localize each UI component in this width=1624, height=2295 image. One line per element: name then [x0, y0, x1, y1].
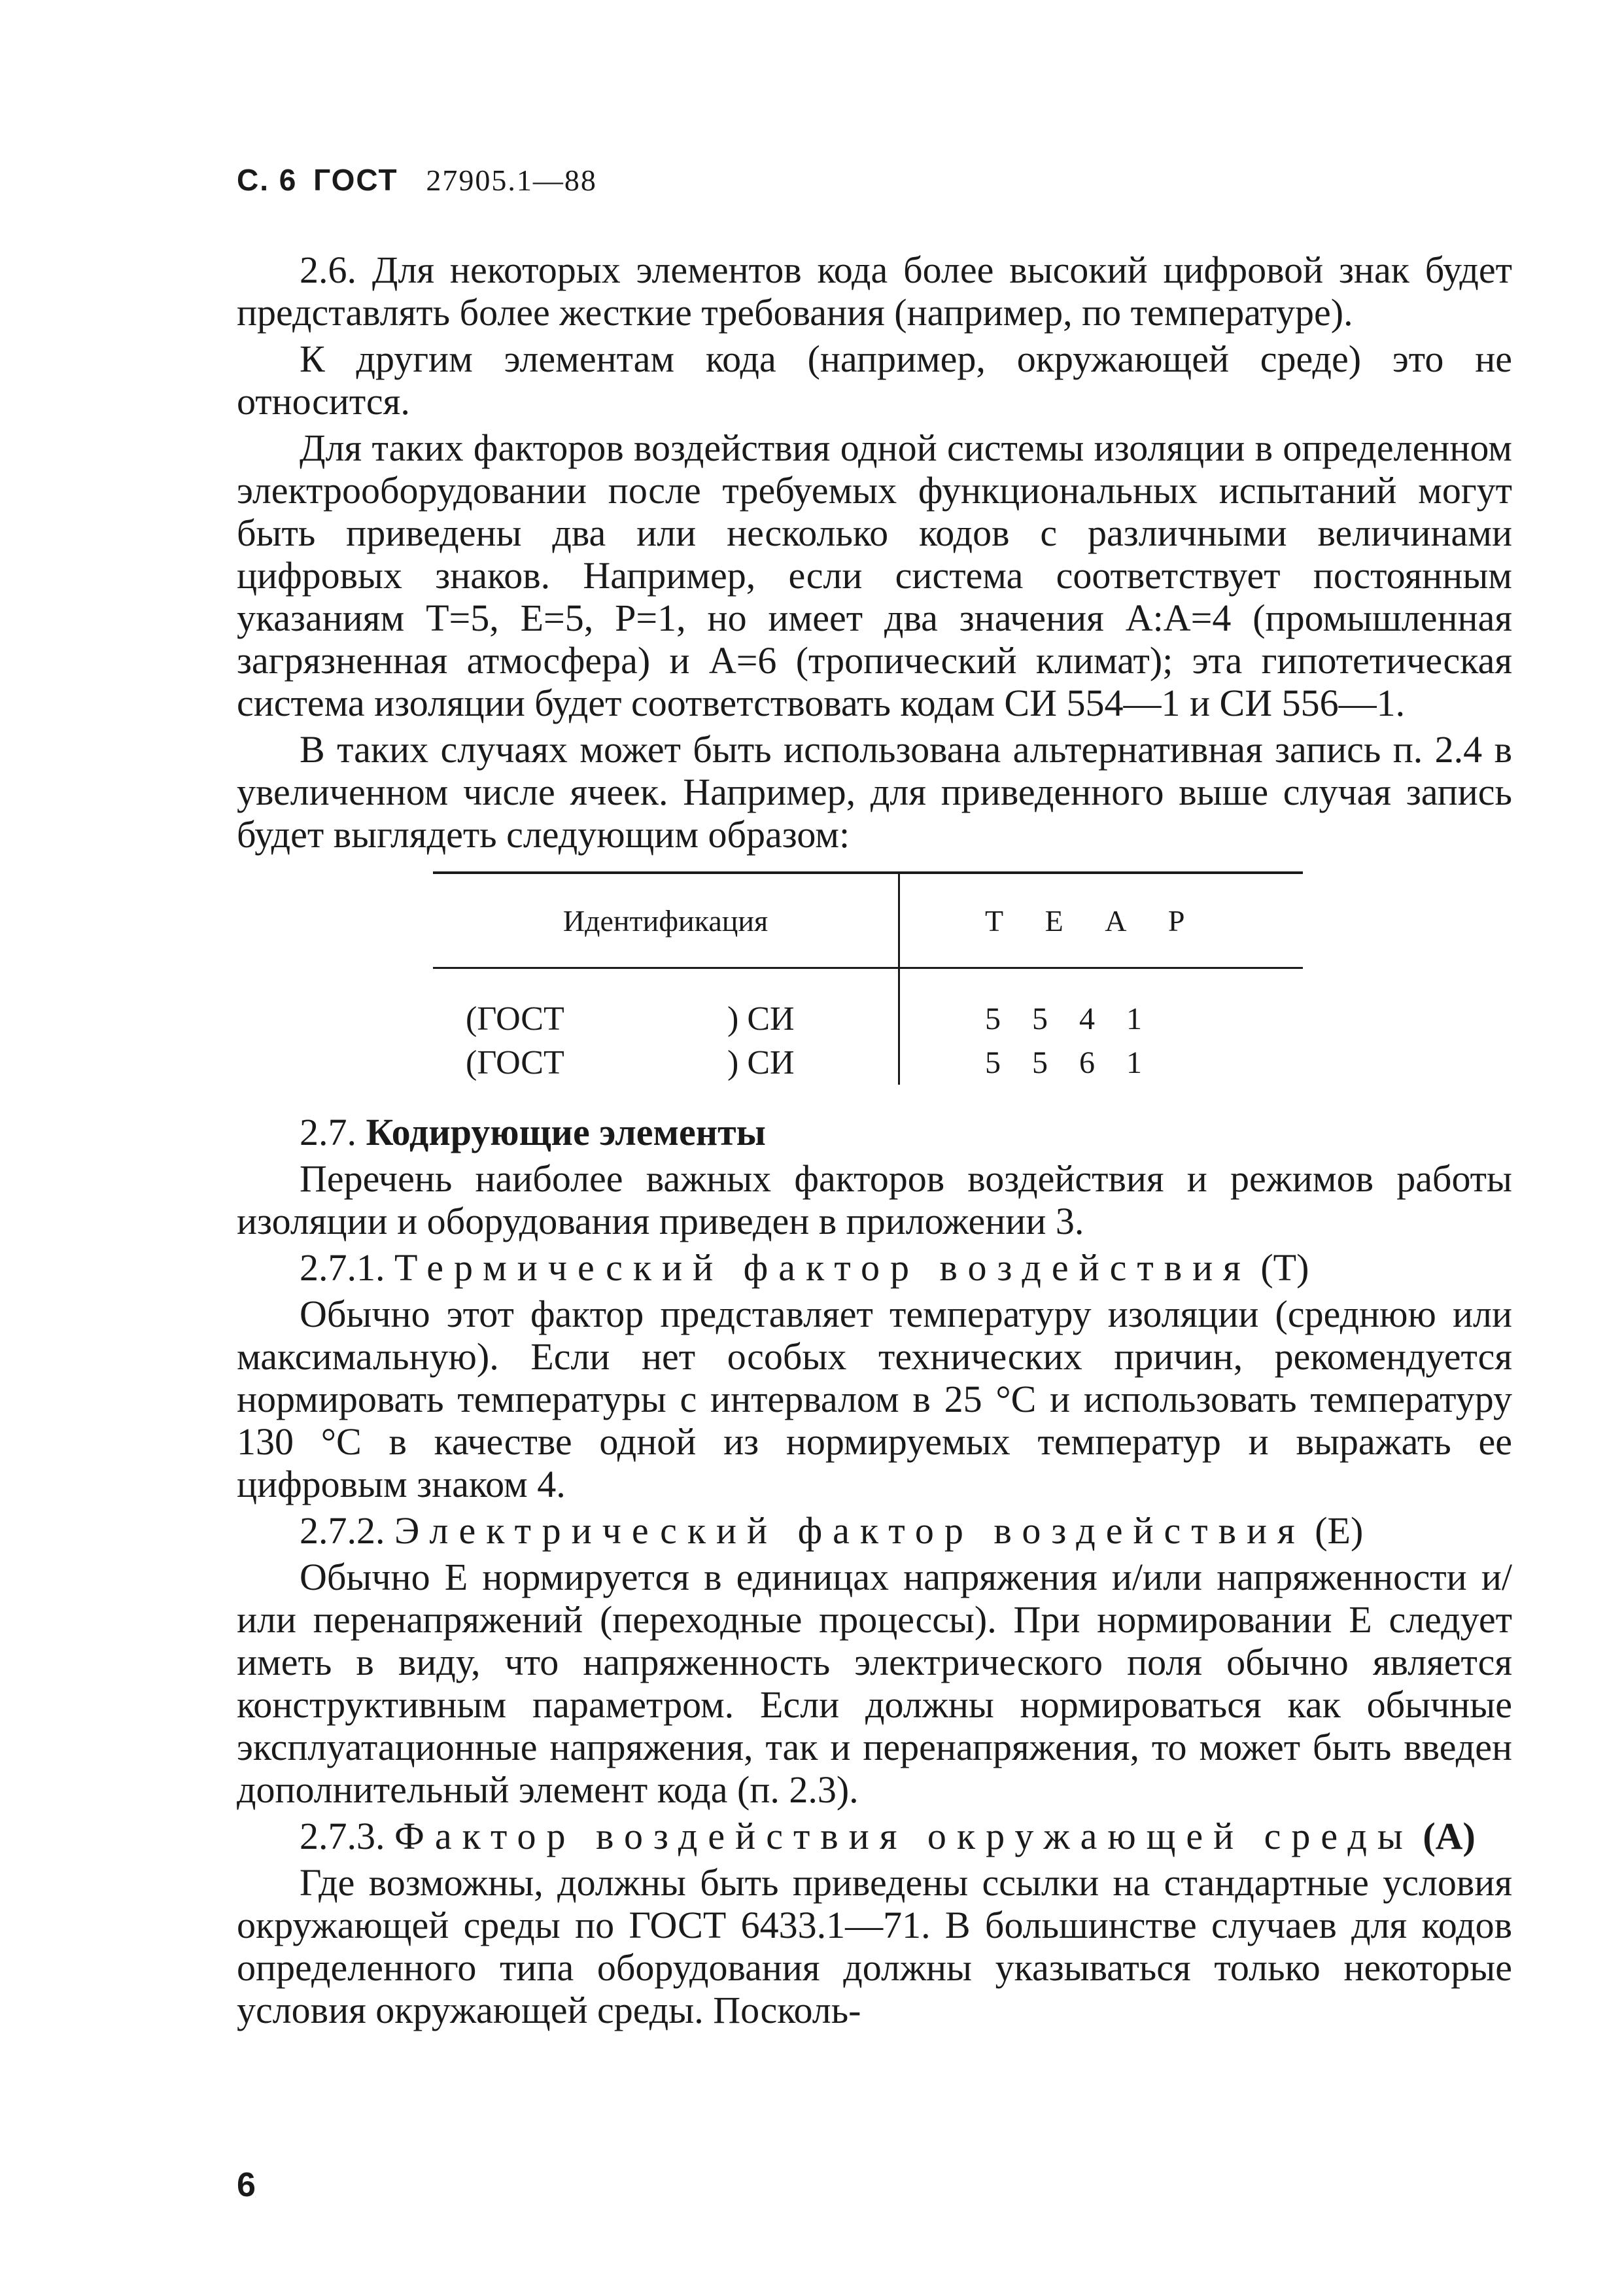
gost-label: ГОСТ	[313, 163, 398, 197]
page-header	[237, 162, 597, 198]
table-header-row	[433, 873, 1303, 968]
table-header-identification: Идентификация	[433, 873, 899, 968]
table-cell-code: 5 5 6 1	[985, 1045, 1154, 1080]
table-row	[433, 968, 1303, 1042]
section-2-7-3-heading	[237, 1815, 1512, 1857]
section-2-7-2-title: Электрический фактор воздействия	[394, 1509, 1305, 1552]
table-header-tear: Т Е А Р	[899, 873, 1304, 968]
section-2-7-1-symbol: (Т)	[1260, 1246, 1309, 1289]
section-2-7-number: 2.7.	[300, 1111, 356, 1153]
paragraph-2-6-a: 2.6. Для некоторых элементов кода более высокий цифровой знак будет представлять более жесткие требования (например, по температуре).	[237, 249, 1512, 334]
section-2-7-intro: Перечень наиболее важных факторов воздействия и режимов работы изоляции и оборудования приведен в приложении 3.	[237, 1157, 1512, 1242]
paragraph-2-6-c: Для таких факторов воздействия одной системы изоляции в определенном электрооборудовании после требуемых функциональных испытаний могут быть приведены два или несколько кодов с различными величинами цифровых знаков. Например, если система соответствует постоянным указаниям Т=5, Е=5, Р=1, но имеет два значения А:А=4 (промышленная загрязненная атмосфера) и А=6 (тропический климат); эта гипотетическая система изоляции будет соответствовать кодам СИ 554—1 и СИ 556—1.	[237, 427, 1512, 724]
page-number: 6	[237, 2166, 256, 2204]
section-2-7-3-number: 2.7.3.	[300, 1815, 385, 1857]
section-2-7-title: Кодирующие элементы	[366, 1111, 766, 1153]
table-cell-gost: (ГОСТ	[466, 1000, 564, 1038]
section-2-7-2-text: Обычно Е нормируется в единицах напряжения и/или напряженности и/или перенапряжений (переходные процессы). При нормировании Е следует иметь в виду, что напряженность электрического поля обычно является конструктивным параметром. Если должны нормироваться как обычные эксплуатационные напряжения, так и перенапряжения, то может быть введен дополнительный элемент кода (п. 2.3).	[237, 1556, 1512, 1811]
section-2-7-3-title: Фактор воздействия окружающей среды	[394, 1815, 1413, 1857]
section-2-7-2-symbol: (Е)	[1315, 1509, 1364, 1552]
table-row	[433, 1041, 1303, 1085]
section-2-7-1-heading	[237, 1246, 1512, 1289]
section-2-7-2-number: 2.7.2.	[300, 1509, 385, 1552]
section-2-7-1-number: 2.7.1.	[300, 1246, 385, 1289]
page-label: С. 6	[237, 163, 298, 197]
table-cell-code: 5 5 4 1	[985, 1002, 1154, 1036]
section-2-7-heading	[237, 1111, 1512, 1153]
section-2-7-3-symbol: (А)	[1423, 1815, 1476, 1857]
section-2-7-3-text: Где возможны, должны быть приведены ссылки на стандартные условия окружающей среды по ГОСТ 6433.1—71. В большинстве случаев для кодов определенного типа оборудования должны указываться только некоторые условия окружающей среды. Посколь-	[237, 1861, 1512, 2031]
document-body	[237, 249, 1512, 2035]
table-cell-si: ) СИ	[727, 1044, 795, 1081]
table-cell-si: ) СИ	[727, 1000, 795, 1038]
gost-number: 27905.1—88	[426, 164, 597, 197]
paragraph-2-6-b: К другим элементам кода (например, окружающей среде) это не относится.	[237, 338, 1512, 423]
section-2-7-1-text: Обычно этот фактор представляет температуру изоляции (среднюю или максимальную). Если нет особых технических причин, рекомендуется нормировать температуры с интервалом в 25 °С и использовать температуру 130 °С в качестве одной из нормируемых температур и выражать ее цифровым знаком 4.	[237, 1293, 1512, 1505]
paragraph-2-6-d: В таких случаях может быть использована альтернативная запись п. 2.4 в увеличенном числе ячеек. Например, для приведенного выше случая запись будет выглядеть следующим образом:	[237, 728, 1512, 856]
section-2-7-2-heading	[237, 1509, 1512, 1552]
section-2-7-1-title: Термический фактор воздействия	[394, 1246, 1251, 1289]
table-cell-gost: (ГОСТ	[466, 1044, 564, 1081]
code-table	[433, 871, 1303, 1085]
code-table-grid	[433, 871, 1303, 1085]
